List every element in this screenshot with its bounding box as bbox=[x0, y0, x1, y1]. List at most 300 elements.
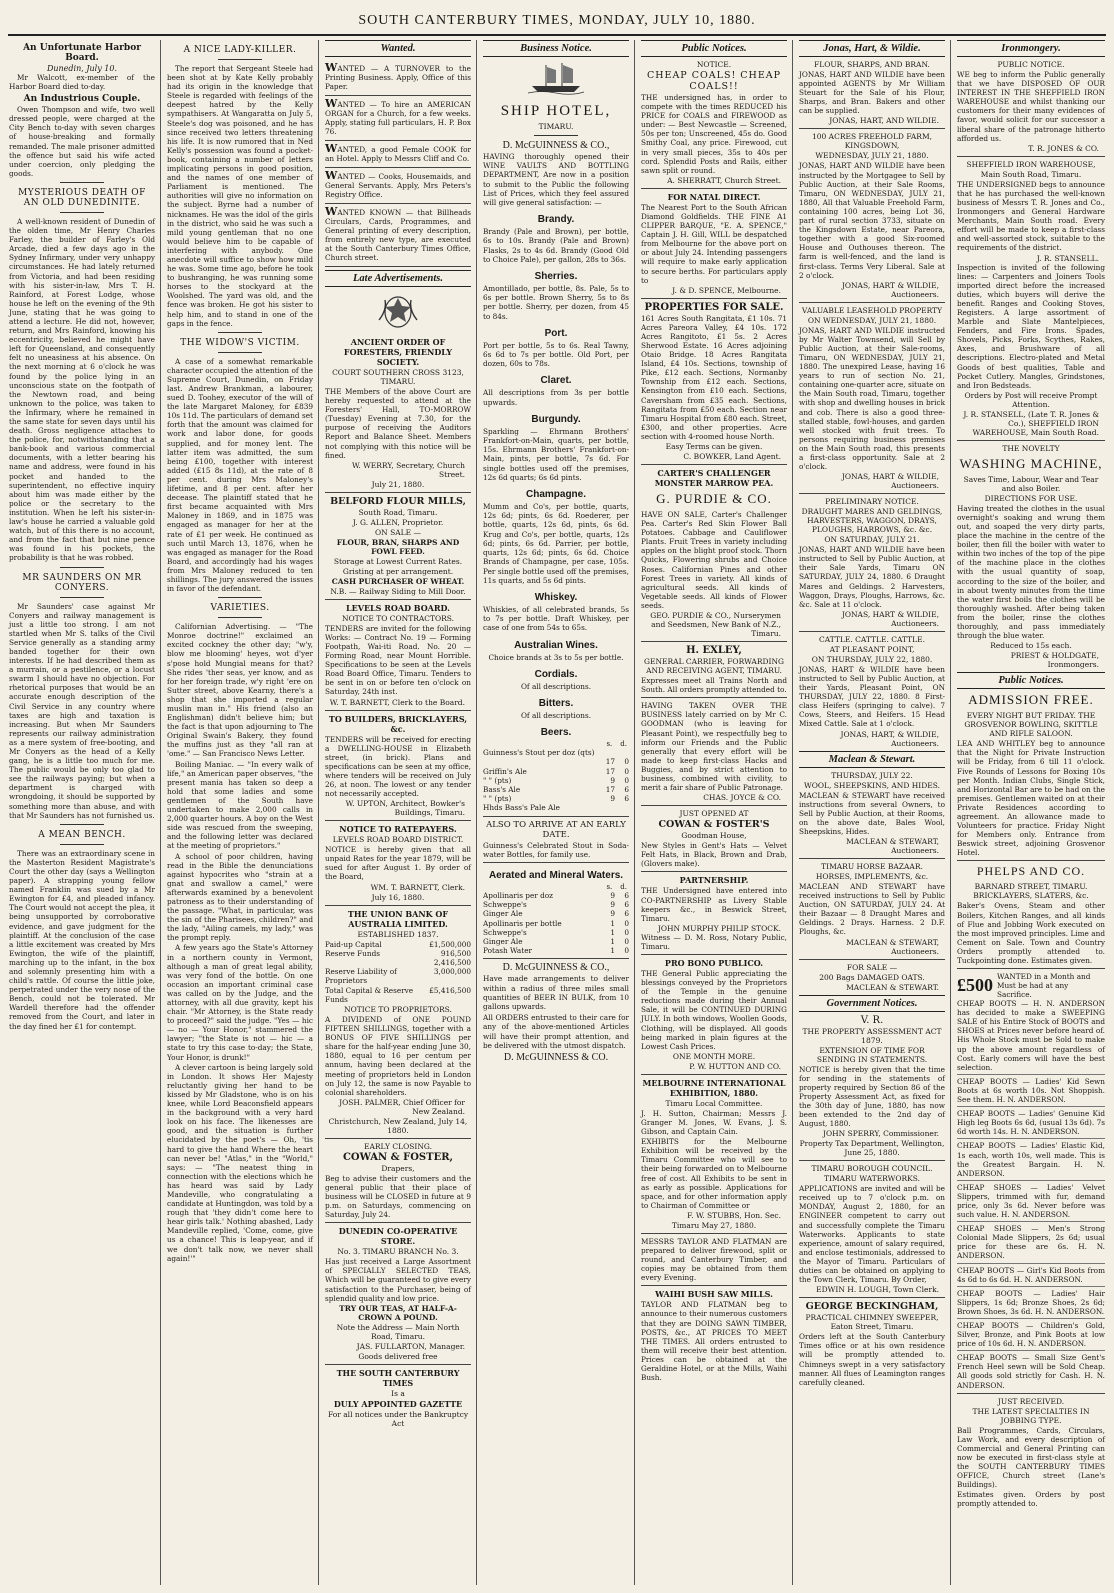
ad-text: WANTED KNOWN — that Billheads Circulars, Cards, Programmes, and General printing of every description, from entirely new type, are executed at the South Canterbury Times Office, Church street. bbox=[325, 205, 471, 262]
separator bbox=[957, 1393, 1105, 1394]
price-list: Sparkling — Ehrmann Brothers' Frankfort-on-Main, quarts, per bottle, 15s. Ehrmann Brothers' Frankfort-on-Main, pints, per bottle, 7s 6d. For single bottles used off the premises, 12s 6d quarts; 6s 6d pints. bbox=[483, 426, 629, 482]
separator bbox=[483, 816, 629, 817]
price-pence: 0 bbox=[624, 936, 629, 946]
ad-text: WANTED — To hire an AMERICAN ORGAN for a Church, for a few weeks. Apply, stating full particulars, H. P. Box 76. bbox=[325, 97, 471, 136]
bank-row-value: 2,416,500 bbox=[433, 957, 471, 967]
separator bbox=[325, 1222, 471, 1223]
ad-text: THE General Public appreciating the blessings conveyed by the Proprietors of the Temple in the genuine reductions made during their Annual Sale, it will be CONTINUED DURING JULY. In both windows, Woollen Goods, Clothing, will be displayed. All goods being marked in plain figures at the Lowest Cash Prices. bbox=[641, 969, 787, 1051]
separator bbox=[60, 597, 104, 598]
price-section-title: Cordials. bbox=[534, 668, 578, 680]
price-row bbox=[483, 757, 629, 766]
price-list: Choice brands at 3s to 5s per bottle. bbox=[488, 652, 624, 662]
ad-signature: P. W. HUTTON AND CO. bbox=[689, 1061, 781, 1071]
ad-title: WAIHI BUSH SAW MILLS. bbox=[655, 1289, 773, 1300]
ad-text: Is a bbox=[391, 1388, 405, 1398]
ad-signature: PRIEST & HOLDGATE, Ironmongers. bbox=[1010, 651, 1099, 670]
firm-name: D. McGUINNESS & CO., bbox=[502, 962, 610, 974]
ad-firm: COWAN & FOSTER, bbox=[342, 1151, 454, 1163]
ad-date: THURSDAY, JULY 22. bbox=[831, 770, 913, 780]
ad-firm: H. EXLEY, bbox=[686, 645, 742, 657]
separator bbox=[218, 617, 262, 618]
bank-row-label bbox=[325, 958, 434, 967]
ad-text: WANTED, a good Female COOK for an Hotel. Apply to Messrs Cliff and Co. bbox=[325, 142, 471, 163]
ad-text: THE UNDERSIGNED begs to announce that he has purchased the well-known business of Messrs T. R. Jones and Co., Ironmongers and General Hardware Merchants, Main South road. Every effort will be made to keep a first-class and well-assorted stock, suitable to the requirements of the district. bbox=[957, 179, 1105, 253]
ad-signature: MACLEAN & STEWART, Auctioneers. bbox=[846, 937, 939, 956]
column-wanted bbox=[320, 40, 476, 1585]
price-list: Port per bottle, 5s to 6s. Real Tawny, 6s 6d to 7s per bottle. Old Port, per dozen, 60s to 78s. bbox=[483, 340, 629, 369]
ad-text: EXHIBITS for the Melbourne Exhibition will be received by the Timaru Committee who will see to their being forwarded on to Melbourne free of cost. All Exhibits to be sent in as early as possible. Applications for space, and for other information apply to Chairman of Committee or bbox=[641, 1137, 787, 1210]
price-shillings bbox=[601, 748, 615, 757]
ad-date: July 21, 1880. bbox=[371, 479, 425, 489]
column-auctions bbox=[794, 40, 950, 1585]
ad-title: PUBLIC NOTICE. bbox=[997, 60, 1065, 69]
price-row bbox=[483, 891, 629, 900]
price-pence: 0 bbox=[624, 946, 629, 956]
ad-title: FOR NATAL DIRECT. bbox=[667, 191, 761, 202]
boots-ad: CHEAP BOOTS — Ladies' Kid Sewn Boots at 6s worth 10s. Not Shoppish. See them. H. N. ANDERSON. bbox=[957, 1074, 1105, 1104]
bank-row-value: £5,416,500 bbox=[429, 985, 471, 995]
ad-subtitle: AT PLEASANT POINT, bbox=[829, 644, 915, 654]
article-body: A school of poor children, having read in the Bible the denunciations against hypocrites who "strain at a gnat and swallow a camel," were afterwards examined by a benevolent patroness as to their understanding of the passage. "What, in particular, was the sin of the Pharisees, children?" and the lady, "Ailing camels, my lady," was the prompt reply. bbox=[167, 851, 313, 943]
ad-text: N.B. — Railway Siding to Mill Door. bbox=[330, 586, 466, 596]
ad-text: TAYLOR AND FLATMAN beg to announce to their numerous customers that they are DOING SAWN TIMBER, POSTS, &c., AT PRICES TO MEET THE TIMES. All orders entrusted to them will receive their best attention. Prices can be obtained at the Geraldine Hotel, or at the Mills, Waihi Bush. bbox=[641, 1300, 787, 1383]
firm-name: D. McGUINNESS & CO. bbox=[503, 1052, 609, 1063]
ad-text: 200 Bags DAMAGED OATS. bbox=[819, 972, 925, 982]
newspaper-title: SOUTH CANTERBURY TIMES, MONDAY, JULY 10, 1880. bbox=[358, 13, 756, 28]
price-shillings: 1 bbox=[610, 918, 615, 928]
ad-text: 161 Acres South Rangitata, £1 10s. 71 Acres Pareora Valley, £4 10s. 172 Acres Rangitoto, £1 5s. 2 Acres Sherwood Estate. 16 Acres adjoining Otaio Bridge. 18 Acres Rangitata Island, £4 10s. Sections, township of Pike, £12 each. Sections, Normanby Township from £12 each. Sections, Kensington from £10 each. Sections, Caversham from £35 each. Sections, Rangitata from £50 each. Section near Timaru Hospital from £80 each. Street, £300, and other properties. Acre section with 4-roomed house North. bbox=[641, 313, 787, 441]
price-item-name: Potash Water bbox=[483, 946, 533, 956]
ad-title: LEVELS ROAD BOARD. bbox=[346, 602, 450, 613]
separator bbox=[799, 302, 945, 303]
ad-signature: T. R. JONES & CO. bbox=[1028, 143, 1099, 153]
separator bbox=[60, 844, 104, 845]
article-body: Mr Saunders' case against Mr Conyers and railway management is just a little too strong. I am not startled when Mr S. talks of the Civil Service generally as a standing army banded together for their own interests. If he had described them as a murrain, or a pestilence, or a locust swarm I should have no objection. For rhetorical purposes that would be an accurate enough description of the Civil Service in any country where taxes are high and taxation is increasing. But when Mr Saunders represents our railway administration as a mere system of free-booting, and Mr Conyers as the head of a Kelly gang, he is a little too much for me. The public would be only too glad to see the railways paying; but when a department is charged with wrongdoing, it should be supported by something more than abuse, and with that Mr Saunders has not furnished us. bbox=[9, 601, 155, 820]
price-shillings: 1 bbox=[610, 927, 615, 937]
price-item-name: Hhds Bass's Pale Ale bbox=[483, 803, 560, 813]
ad-text: WANTED — A TURNOVER to the Printing Business. Apply, Office of this Paper. bbox=[325, 61, 471, 91]
section-header: Wanted. bbox=[325, 40, 471, 57]
price-list: Mumm and Co's, per bottle, quarts, 12s 6d; pints, 6s 6d. Roederer, per bottle, quarts, 12s 6d, pints, 6s 6d. Krug and Co's, per bottle, quarts, 12s 6d; pints, 6s 6d. Parrier, per bottle, quarts, 12s 6d; pints, 6s 6d. Choice Brands of Champagne, per case, 105s. Per single bottle used off the premises, 11s quarts, and 5s 6d pints. bbox=[483, 502, 629, 585]
price-item-name: Schweppe's bbox=[483, 900, 527, 910]
ad-text: HAVING thoroughly opened their WINE VAULTS AND BOTTLING DEPARTMENT, Are now in a position to submit to the Public the following List of Prices, which they feel assured will give general satisfaction: — bbox=[483, 152, 629, 208]
price-shillings: 17 bbox=[605, 784, 615, 794]
classified-ad bbox=[325, 96, 471, 141]
separator bbox=[641, 1074, 787, 1075]
ad-title: BELFORD FLOUR MILLS, bbox=[330, 495, 466, 507]
ad-subtitle: LEVELS ROAD BOARD DISTRICT. bbox=[332, 835, 464, 845]
ad-text: APPLICATIONS are invited and will be received up to 7 o'clock p.m. on MONDAY, August 2, 1880, for an ENGINEER competent to carry out and successfully complete the Timaru Waterworks. Applicants to state experience, amount of salary required, and enclose testimonials, addressed to the Mayor of Timaru. Particulars of duties can be obtained on applying to the Town Clerk, Timaru. By Order, bbox=[799, 1184, 945, 1285]
price-list: Amontillado, per bottle, 8s. Pale, 5s to 6s per bottle. Brown Sherry, 5s to 8s per bottle. Sherry, per dozen, from 45 to 84s. bbox=[483, 284, 629, 321]
ad-title: 100 ACRES FREEHOLD FARM, KINGSDOWN, bbox=[811, 132, 933, 151]
wanted-banner bbox=[957, 972, 1105, 999]
price-section-title: Whiskey. bbox=[534, 591, 578, 603]
ad-date: Property Tax Department, Wellington, June 25, 1880. bbox=[799, 1139, 945, 1158]
price-section-title: Port. bbox=[544, 327, 568, 339]
separator bbox=[641, 954, 787, 955]
ad-text: LEA AND WHITLEY beg to announce that the Night for Private Instruction will be Friday, from 6 till 11 o'clock. Five Rounds of Lessons for Boxing 10s per Month. Indian Clubs, Single Stick, and Horizontal Bar are to be had on the premises. Gentlemen waited on at their Private Residences according to agreement. An allowance made to Volunteers for practice. Friday Night for Members only. Entrance from Beswick street, adjoining Grosvenor Hotel. bbox=[957, 739, 1105, 858]
price-shillings: 9 bbox=[610, 890, 615, 900]
ad-signature: J. & D. SPENCE, Melbourne. bbox=[672, 285, 781, 295]
ad-text: JONAS, HART AND WILDIE have been appointed AGENTS by Mr William Steuart for the Sale of his Flour, Sharps, and Bran. Bakers and other can be supplied. bbox=[799, 70, 945, 116]
price-item-name: " " (pts) bbox=[483, 775, 512, 785]
ad-title: PROPERTIES FOR SALE. bbox=[644, 301, 784, 313]
price-list: Of all descriptions. bbox=[520, 681, 592, 691]
classified-ad bbox=[325, 141, 471, 168]
column-rule bbox=[950, 40, 951, 1585]
ad-text: JONAS, HART & WILDIE have been instructed to Sell by Public Auction, at their Yards, Pleasant Point, ON THURSDAY, JULY 22, 1880. 8 First-class Heifers (springing to calve). 7 Cows, Steers, and Heifers. 15 Head Mixed Cattle. Sale at 1 o'clock. bbox=[799, 664, 945, 729]
ad-title: CARTER'S CHALLENGER MONSTER MARROW PEA. bbox=[654, 468, 774, 488]
ad-text: Have made arrangements to deliver within a radius of three miles small quantities of BEER IN BULK, from 10 gallons upwards. bbox=[483, 974, 629, 1011]
ad-subtitle: Main South Road, Timaru. bbox=[980, 169, 1082, 179]
section-header: Public Notices. bbox=[641, 40, 787, 57]
ad-text: MACLEAN AND STEWART have received instructions to Sell by Public Auction, ON SATURDAY, JULY 24. At their Bazaar — 8 Draught Mares and Geldings. 2 Drays. Harness. 2 D.F. Ploughs, &c. bbox=[799, 881, 945, 937]
foresters-emblem bbox=[325, 290, 471, 334]
ad-signature: JOHN MURPHY PHILIP STOCK. bbox=[657, 923, 781, 933]
separator bbox=[641, 697, 787, 698]
separator bbox=[641, 464, 787, 465]
ad-subtitle: BARNARD STREET, TIMARU. BRICKLAYERS, SLATERS, &c. bbox=[973, 882, 1089, 901]
ad-text: Witness — D. M. Ross, Notary Public, Timaru. bbox=[641, 932, 787, 951]
price-row bbox=[483, 767, 629, 776]
ad-text: The Nearest Port to the South African Diamond Goldfields. THE FINE A1 CLIPPER BARQUE, "E. A. SPENCE," Captain J. H. Gill, WILL be despatched from Melbourne for the above port on or about July 24. Intending passengers will require to make early application to secure berths. For particulars apply to bbox=[641, 202, 787, 285]
price-row bbox=[483, 909, 629, 918]
separator bbox=[218, 332, 262, 333]
price-row bbox=[483, 928, 629, 937]
bank-row-label: Paid-up Capital bbox=[325, 939, 382, 949]
separator bbox=[957, 156, 1105, 157]
separator bbox=[641, 1233, 787, 1234]
ad-subtitle: Goodman House, bbox=[681, 831, 747, 841]
price-column-header: d. bbox=[620, 882, 627, 891]
price-item-name: Apollinaris per doz bbox=[483, 890, 553, 900]
ad-firm: PHELPS AND CO. bbox=[976, 864, 1086, 879]
separator bbox=[799, 959, 945, 960]
separator bbox=[641, 1285, 787, 1286]
price-pence: 0 bbox=[624, 757, 629, 767]
price-pence: 6 bbox=[624, 909, 629, 919]
boots-ads bbox=[957, 1074, 1105, 1390]
boots-ad: CHEAP SHOES — Ladies' Velvet Slippers, trimmed with fur, demand price, only 3s 6d. Never before was such value. H. N. ANDERSON. bbox=[957, 1180, 1105, 1219]
article-body: A clever cartoon is being largely sold in London. It shows Her Majesty reluctantly giving her hand to be kissed by Mr Gladstone, who is on his knee, while Lord Beaconsfield appears in the background with a very hard look on his face. The likenesses are good, and the situation is further elucidated by the poet's — Oh, 'tis hard to give the hand Where the heart can never be! "Atlas," in the "World," says: — "The neatest thing in connection with the elections which he has heard was said by Lady Mandeville, who congratulating a candidate at Huntingdon, was told by a rough that 'they didn't come here to hear girls talk.' Nothing abashed, Lady Mandeville replied, 'Come, come, give us a chance! This is leap-year, and if we don't talk now, we never shall again!'" bbox=[167, 1062, 313, 1263]
ad-text: JONAS, HART AND WILDIE have been instructed by the Mortgagee to Sell by Public Auction, at their Sale Rooms, Timaru, ON WEDNESDAY, JULY 21, 1880, All that Valuable Freehold Farm, containing 100 acres, being Lot 36, part of rural section 3733, situate on the Kingsdown Estate, near Pareora, together with a good Six-roomed House and Outhouses thereon. The farm is well-fenced, and the land is first-class. Terms Very Liberal. Sale at 2 o'clock. bbox=[799, 161, 945, 280]
price-section-title: Bitters. bbox=[538, 697, 574, 709]
ad-text: Inspection is invited of the following lines: — Carpenters and Joiners Tools imported direct before the increased duties, which buyers will derive the benefit. Ranges and Cooking Stoves, Registers. A large assortment of Marble and Slate Mantelpieces, Fenders, and Fire Irons. Spades, Shovels, Picks, Forks, Scythes, Rakes, Axes, and Brushware of all descriptions. Electro-plated and Metal Goods of best qualities, Table and Pocket Cutlery. Mangles, Grindstones, and Iron Bedsteads. bbox=[957, 262, 1105, 390]
price-pence: 6 bbox=[624, 900, 629, 910]
price-row bbox=[483, 919, 629, 928]
ad-text: JONAS, HART AND WILDIE have been instructed to Sell by Public Auction, at their Sale Yards, Timaru ON SATURDAY, JULY 24, 1880. 6 Draught Mares and Geldings. 2 Harvesters, Waggon, Drays, Ploughs, Harrows, &c. &c. Sale at 11 o'clock. bbox=[799, 545, 945, 609]
price-section-title: Beers. bbox=[540, 727, 572, 739]
article-body: The report that Sergeant Steele had been shot at by Kate Kelly probably had its origin in the knowledge that Steele is regarded with feelings of the deepest hatred by the Kelly sympathisers. At Wangaratta on July 5, Steele's dog was poisoned, and he has since received two letters threatening his life. It is now rumored that in Ned Kelly's possession was found a pocket-book, containing a number of letters implicating persons in good position, and the names of one member of Parliament is mentioned. The authorities will give no information on the subject. Byrne had a number of nicknames. He was the idol of the girls in the district, who said he was such a mild young gentleman that no one would believe him to be capable of interfering with anybody. One anecdote will suffice to show how mild he was. Some time ago, before he took to bushranging, he was running some horses to the stockyard at the Woolshed. The yard was old, and the fence was broken. He got his sister to help him, and to stand in one of the gaps in the fence. bbox=[167, 64, 313, 328]
ad-text: Gristing at per arrangement. bbox=[342, 566, 454, 576]
separator bbox=[325, 1364, 471, 1365]
ad-subtitle: NOTICE TO PROPRIETORS. bbox=[344, 1004, 452, 1014]
ad-subtitle: NOTICE. bbox=[696, 60, 732, 69]
separator bbox=[60, 182, 104, 183]
price-row bbox=[483, 900, 629, 909]
price-shillings: 9 bbox=[610, 900, 615, 910]
ad-title: THE LATEST SPECIALTIES IN JOBBING TYPE. bbox=[972, 1406, 1090, 1425]
ad-signature: GEO. PURDIE & CO., Nurserymen and Seedsmen, New Bank of N.Z., Timaru. bbox=[650, 611, 781, 639]
price-row bbox=[483, 946, 629, 955]
column-rule bbox=[634, 40, 635, 1585]
price-shillings: 9 bbox=[610, 794, 615, 804]
ad-text: TENDERS will be received for erecting a DWELLING-HOUSE in Elizabeth street, (in brick). Plans and specifications can be seen at my office, where tenders will be received on July 26, at noon. The lowest or any tender not necessarily accepted. bbox=[325, 734, 471, 799]
price-shillings: 1 bbox=[610, 936, 615, 946]
ad-signature: JONAS, HART & WILDIE, Auctioneers. bbox=[841, 280, 939, 299]
separator bbox=[60, 567, 104, 568]
bank-row bbox=[325, 940, 471, 949]
separator bbox=[641, 298, 787, 299]
column-rule bbox=[476, 40, 477, 1585]
price-row bbox=[483, 937, 629, 946]
ad-title: DULY APPOINTED GAZETTE bbox=[333, 1398, 463, 1409]
section-header: Maclean & Stewart. bbox=[799, 751, 945, 768]
price-section-title: Sherries. bbox=[534, 271, 578, 283]
ad-firm: COWAN & FOSTER'S bbox=[658, 819, 770, 831]
article-body: A case of a somewhat remarkable character occupied the attention of the Supreme Court, Dunedin, on Friday last. Andrew Brankman, a labourer, sued D. Toohey, executor of the will of the late Margaret Maloney, for £839 10s 11d. The particulars of demand set forth that the amount was claimed for work and labor done, for goods supplied, and for money lent. The latter item was admitted, the sum being £100, together with interest added (£15 8s 11d), at the rate of 8 per cent. during Mrs Maloney's lifetime, and 8 per cent. after her decease. The plaintiff stated that he first became acquainted with Mrs Maloney in 1869, and in 1875 was engaged as manager for her at the rate of £1 per week. He continued as such until March 13, 1876, when he was engaged as manager for the Road Board, and accordingly had his wages from Mrs Maloney reduced to ten shillings. The jury answered the issues in favor of the defendant. bbox=[167, 356, 313, 594]
ad-subtitle: TIMARU WATERWORKS. bbox=[823, 1174, 921, 1184]
bank-row bbox=[325, 958, 471, 967]
article-body: A well-known resident of Dunedin of the olden time, Mr Henry Charles Farley, the builder of Farley's Old Arcade, died a few days ago in the Sydney Infirmary, under very unhappy circumstances. He had lately returned from Victoria, and had been residing with his sister-in-law, Mrs T. H. Rainford, at Forest Lodge, whose house he left on the evening of the 9th June, stating that he was going to attend a lecture. He did not, however, return, and Mrs Rainford, knowing his eccentricity, believed he might have left for Queensland, and consequently felt no uneasiness at his absence. On the next morning at 6 o'clock he was found by the police lying in an unconscious state on the footpath of the Newtown road, and being unknown to the police, was taken to the Infirmary, where he remained in the same state for seven days until his death. Gross negligence attaches to the police, for, notwithstanding that a bank-book and various commercial documents, with a letter bearing his name and address, were found in his pocket and handed to the superintendent, no effective inquiry about him was made either by the police or the secretary to the institution. When he left his sister-in-law's house he carried a valuable gold watch, but of this there is no account, and from the fact that but nine pence was found in his pockets, the probability is that he was robbed. bbox=[9, 216, 155, 563]
bank-row bbox=[325, 967, 471, 985]
price-pence bbox=[615, 803, 629, 812]
separator bbox=[218, 597, 262, 598]
separator bbox=[218, 59, 262, 60]
separator bbox=[799, 1297, 945, 1298]
ad-text: WANTED in a Month and Must be had at any Sacrifice. bbox=[997, 972, 1091, 1000]
ad-text: New Styles in Gent's Hats — Velvet Felt Hats, in Black, Brown and Drab, (Glovers make). bbox=[641, 841, 787, 869]
price-shillings: 1 bbox=[610, 946, 615, 956]
price-item-name: Apollinaris per bottle bbox=[483, 918, 562, 928]
ad-title: SHEFFIELD IRON WAREHOUSE, bbox=[966, 159, 1096, 169]
ad-subtitle: DIRECTIONS FOR USE. bbox=[984, 493, 1078, 503]
ad-text: J. H. Sutton, Chairman; Messrs J. Granger M. Jones, W. Evans, J. S. Gibson, and Captain Cain. bbox=[641, 1108, 787, 1137]
ad-subtitle: JUST RECEIVED. bbox=[997, 1396, 1065, 1406]
ad-firm: G. PURDIE & CO. bbox=[656, 491, 772, 506]
ad-title: PARTNERSHIP. bbox=[679, 875, 749, 886]
separator bbox=[957, 860, 1105, 861]
ad-subtitle: PRACTICAL CHIMNEY SWEEPER, Eaton Street, Timaru. bbox=[805, 1313, 939, 1332]
separator bbox=[957, 440, 1105, 441]
separator bbox=[641, 871, 787, 872]
ad-proprietor: J. G. ALLEN, Proprietor. bbox=[352, 517, 444, 527]
ad-text: Beg to advise their customers and the general public that their place of business will be CLOSED in future at 9 p.m. on Saturdays, commencing on Saturday, July 24. bbox=[325, 1173, 471, 1220]
bank-row-label: Total Capital & Reserve Funds bbox=[325, 985, 414, 1004]
price-column-headers bbox=[483, 883, 629, 891]
ad-text: Expresses meet all Trains North and South. All orders promptly attended to. bbox=[641, 676, 787, 695]
ad-text: WANTED — Cooks, Housemaids, and General Servants. Apply, Mrs Peters's Registry Office. bbox=[325, 169, 471, 199]
ad-title: WASHING MACHINE, bbox=[959, 455, 1103, 471]
ad-signature: WM. T. BARNETT, Clerk. bbox=[370, 882, 465, 892]
ad-subtitle: PRELIMINARY NOTICE. bbox=[825, 497, 919, 507]
bank-row-value: 916,500 bbox=[440, 948, 471, 958]
ad-date: Timaru May 27, 1880. bbox=[671, 1220, 757, 1230]
ad-signature: J. R. STANSELL. bbox=[1036, 253, 1099, 263]
bank-row bbox=[325, 986, 471, 1004]
price-section-title: Australian Wines. bbox=[514, 639, 598, 651]
price-item-name: Schweppe's bbox=[483, 927, 527, 937]
ad-text: WE beg to inform the Public generally that we have DISPOSED OF OUR INTEREST IN THE SHEFFIELD IRON WAREHOUSE and whilst thanking our customers for their many evidences of favor, would solicit for our successor a liberal share of the patronage hitherto afforded us. bbox=[957, 70, 1105, 143]
ad-subtitle: Saves Time, Labour, Wear and Tear and also Boiler. bbox=[963, 474, 1099, 493]
article-body: Boiling Maniac. — "In every walk of life," an American paper observes, "the present mania has taken so deep a hold that some ladies and some gentlemen of the South have undertaken to make 2,000 calls in 2,000 quarter hours. A boy on the West side was rescued from the sweeping, and the following letter was declared at the meeting of proprietors." bbox=[167, 759, 313, 851]
section-header: Public Notices. bbox=[957, 672, 1105, 689]
price-column-headers bbox=[483, 740, 629, 748]
separator bbox=[799, 858, 945, 859]
ad-subtitle: EVERY NIGHT BUT FRIDAY. THE GROSVENOR BOWLING, SKITTLE AND RIFLE SALOON. bbox=[964, 711, 1098, 739]
price-shillings: 9 bbox=[610, 775, 615, 785]
price-item-name: " " (pts) bbox=[483, 794, 512, 804]
price-pence: 0 bbox=[624, 775, 629, 785]
boots-ad: CHEAP BOOTS — Children's Gold, Silver, Bronze, and Pink Boots at low price of 10s 6d. H. N. ANDERSON. bbox=[957, 1318, 1105, 1348]
price-shillings: 9 bbox=[610, 909, 615, 919]
price-item-name bbox=[483, 757, 601, 766]
ad-text: CASH PURCHASER OF WHEAT. bbox=[331, 576, 465, 586]
ad-title: ANCIENT ORDER OF FORESTERS, FRIENDLY SOCIETY. bbox=[343, 337, 453, 367]
article-title: MR SAUNDERS ON MR CONYERS. bbox=[22, 572, 142, 593]
article-title: VARIETIES. bbox=[210, 603, 270, 614]
article-body: Californian Advertising. — "The Monroe doctrine!" exclaimed an excited cockney the other day; "w'y, blow me blooming' heyes, wot d'yer s'pose hold Mungial means for that? She rides 'ther seas, yer know, and as for her foreign trade, w'y right 'ere on Sutter street, above Kearny, there's a shop that she imported a regular muslin man in." His friend (also an Englishman) didn't believe him; but the fact is that upon adjourning to The Original Swain's Bakery, they found the muffins just as they "all ran at 'ome." — San Francisco News Letter. bbox=[167, 622, 313, 759]
price-section-title: Aerated and Mineral Waters. bbox=[488, 869, 624, 881]
firm-name: D. McGUINNESS & CO., bbox=[502, 140, 610, 151]
separator bbox=[325, 820, 471, 821]
classified-ad bbox=[325, 168, 471, 204]
separator bbox=[483, 958, 629, 959]
separator bbox=[799, 1160, 945, 1161]
bank-row-label: Reserve Liability of Proprietors bbox=[325, 967, 397, 986]
ad-text: HAVE ON SALE, Carter's Challenger Pea. Carter's Red Skin Flower Ball Potatoes. Cabbage and Cauliflower Plants. Fruit Trees in variety including apples on the blight proof stock. Thorn Quicks, Flowering shrubs and Choice Roses. Californian Pines and other Forest Trees in variety. All kinds of agricultural seeds. All kinds of Vegetable seeds. All kinds of Flower seeds. bbox=[641, 510, 787, 610]
ad-title: VALUABLE LEASEHOLD PROPERTY bbox=[801, 305, 943, 315]
ad-subtitle: ESTABLISHED 1837. bbox=[357, 929, 439, 939]
ad-date: ON WEDNESDAY, JULY 21, 1880. bbox=[807, 315, 937, 325]
separator bbox=[325, 599, 471, 600]
price-shillings: 17 bbox=[605, 757, 615, 767]
column-news-2 bbox=[162, 40, 318, 1585]
ad-text: JONAS, HART AND WILDIE instructed by Mr Walter Townsend, will Sell by Public Auction, at their Sale-rooms, Timaru, ON WEDNESDAY, JULY 21, 1880. The unexpired Lease, having 16 years to run of section No. 21, containing one-quarter acre, situate on the Main South road, Timaru, together with shop and dwelling houses in brick and cob. There is also a good three-stalled stable, fowl-houses, and garden well stocked with fruit trees. To persons requiring business premises on the Main South road, this presents a first-class opportunity. Sale at 2 o'clock. bbox=[799, 325, 945, 472]
article-title: MYSTERIOUS DEATH OF AN OLD DUNEDINITE. bbox=[18, 187, 146, 208]
price-column-header: s. bbox=[606, 882, 613, 891]
ad-text: TENDERS are invited for the following Works: — Contract No. 19 — Forming Footpath, Wai-iti Road. No. 20 — Forming Road, near Mount Horrible. Specifications to be seen at the Levels Road Board Office, Timaru. Tenders to be sent in on or before ten o'clock on Saturday, 24th inst. bbox=[325, 623, 471, 697]
price-item-name: Ginger Ale bbox=[483, 909, 523, 919]
ad-text: NOTICE is hereby given that all unpaid Rates for the year 1879, will be sued for after August 1. By order of the Board, bbox=[325, 845, 471, 882]
ad-signature: W. UPTON, Architect, Bowker's Buildings, Timaru. bbox=[345, 799, 465, 818]
ad-date: July 16, 1880. bbox=[371, 892, 425, 902]
price-section-title: Burgundy. bbox=[531, 413, 581, 425]
ad-subtitle: No. 3. TIMARU BRANCH No. 3. bbox=[337, 1247, 459, 1257]
ad-text: CHEAP BOOTS — H. N. ANDERSON has decided to make a SWEEPING SALE of his Entire Stock of BOOTS and SHOES at Prices never before heard of. His Whole Stock must be Sold to make up the above amount regardless of Cost. Early comers will have the best selection. bbox=[957, 999, 1105, 1072]
price-pence: 0 bbox=[624, 766, 629, 776]
boots-ad: CHEAP BOOTS — Girl's Kid Boots from 4s 6d to 6s 6d. H. N. ANDERSON. bbox=[957, 1263, 1105, 1284]
ad-signature: CHAS. JOYCE & CO. bbox=[703, 793, 781, 803]
ad-text: Orders left at the South Canterbury Times office or at his own residence will be promptly attended to. Chimneys swept in a very satisfactory manner. All flues of Leamington ranges carefully cleaned. bbox=[799, 1332, 945, 1387]
article-body: A few years ago the State's Attorney in a northern county in Vermont, although a man of great legal ability, was very fond of the bottle. On one occasion an important criminal case was called on by the Judge, and the attorney, with all due gravity, kept his chair. "Mr Attorney, is the State ready to proceed?" said the judge. "Yes — hic — no — Your Honor," stammered the lawyer; "the State is not — hic — a state to try this case to-day; the State, Your Honor, is drunk!" bbox=[167, 943, 313, 1062]
ad-text: HAVING TAKEN OVER THE BUSINESS lately carried on by Mr C. GOODMAN (who is leaving for Pleasant Point), we respectfully beg to inform our Friends and the Public generally that every effort will be made to keep first-class Hacks and Buggies, and by strict attention to business, combined with civility, to merit a fair share of Public Patronage. bbox=[641, 701, 787, 793]
ad-text: Orders by Post will receive Prompt Attention. bbox=[964, 390, 1098, 409]
ad-title: DUNEDIN CO-OPERATIVE STORE. bbox=[338, 1226, 458, 1247]
ad-title: ALSO TO ARRIVE AT AN EARLY DATE. bbox=[486, 819, 626, 840]
ad-signature: EDWIN H. LOUGH, Town Clerk. bbox=[816, 1285, 939, 1295]
ad-title: CATTLE. CATTLE. CATTLE. bbox=[819, 634, 925, 644]
crest-icon bbox=[375, 290, 421, 330]
royal-cipher: V. R. bbox=[860, 1014, 884, 1026]
price-column-header: d. bbox=[620, 740, 627, 749]
ad-title: THE UNION BANK OF AUSTRALIA LIMITED. bbox=[347, 908, 449, 929]
price-row bbox=[483, 748, 629, 757]
price-column-header: s. bbox=[606, 740, 613, 749]
price-row bbox=[483, 785, 629, 794]
ad-subtitle: COURT SOUTHERN CROSS 3123, TIMARU. bbox=[332, 368, 464, 386]
ad-text: Guinness's Celebrated Stout in Soda-water Bottles, for family use. bbox=[483, 840, 629, 859]
separator bbox=[60, 212, 104, 213]
ad-date: Christchurch, New Zealand, July 14, 1880. bbox=[328, 1116, 468, 1135]
article-title: A NICE LADY-KILLER. bbox=[183, 45, 297, 55]
price-pence: 0 bbox=[624, 918, 629, 928]
ad-signature: JOHN SPERRY, Commissioner. bbox=[822, 1129, 939, 1139]
ad-text: Goods delivered free bbox=[358, 1351, 438, 1361]
ad-text: A DIVIDEND of ONE POUND FIFTEEN SHILLINGS, together with a BONUS OF FIVE SHILLINGS per share for the half-year ending June 30, 1880, equal to 16 per centum per annum, having been declared at the meeting of proprietors held in London on July 12, the same is now Payable to colonial shareholders. bbox=[325, 1014, 471, 1097]
price-list: All descriptions from 3s per bottle upwards. bbox=[483, 388, 629, 407]
price-row bbox=[483, 776, 629, 785]
separator bbox=[641, 188, 787, 189]
classified-ad bbox=[325, 204, 471, 267]
ad-text: ONE MONTH MORE. bbox=[672, 1051, 756, 1061]
bank-row-label: Reserve Funds bbox=[325, 948, 381, 958]
boots-ad: CHEAP BOOTS — Ladies' Elastic Kid, 1s each, worth 10s, well made. This is the Greatest Bargain. H. N. ANDERSON. bbox=[957, 1138, 1105, 1177]
price-pence: 6 bbox=[624, 890, 629, 900]
price-list: Of all descriptions. bbox=[520, 710, 592, 720]
ad-signature: MACLEAN & STEWART, Auctioneers. bbox=[846, 836, 939, 855]
price-item-name: Ginger Ale bbox=[483, 936, 523, 946]
ad-title: TO BUILDERS, BRICKLAYERS, &c. bbox=[328, 713, 468, 734]
price-item-name: Griffin's Ale bbox=[483, 766, 527, 776]
ad-signature: JONAS, HART & WILDIE, Auctioneers. bbox=[841, 472, 939, 491]
column-rule bbox=[160, 40, 161, 1585]
bank-row-value: 3,000,000 bbox=[433, 967, 471, 977]
separator bbox=[534, 135, 578, 136]
aerated-price-table bbox=[483, 883, 629, 955]
boots-ad: CHEAP BOOTS — Ladies' Hair Slippers, 1s 6d; Bronze Shoes, 2s 6d; Brown Shoes, 3s 6d. H. N. ANDERSON. bbox=[957, 1286, 1105, 1316]
ad-title: WOOL, SHEEPSKINS, AND HIDES. bbox=[804, 780, 940, 790]
ad-text: Reduced to 15s each. bbox=[990, 641, 1072, 651]
ad-text: MACLEAN & STEWART have received instructions from several Owners, to Sell by Public Auction, at their Rooms, on the above date, Bales Wool, Sheepskins, Hides. bbox=[799, 790, 945, 836]
wanted-amount: £500 bbox=[957, 975, 993, 996]
price-list: Whiskies, of all celebrated brands, 5s to 7s per bottle. Draft Whiskey, per case of one from 54s to 65s. bbox=[483, 604, 629, 633]
bank-capital-table bbox=[325, 940, 471, 1004]
masthead-rule bbox=[8, 34, 1106, 36]
separator bbox=[957, 968, 1105, 969]
separator bbox=[325, 710, 471, 711]
ad-title: THE PROPERTY ASSESSMENT ACT 1879. bbox=[802, 1026, 942, 1045]
masthead bbox=[0, 0, 1114, 38]
column-news-1 bbox=[4, 40, 160, 1585]
ad-text: For all notices under the Bankruptcy Act bbox=[327, 1409, 469, 1428]
price-shillings: 17 bbox=[605, 766, 615, 776]
ad-signature: JAS. FULLARTON, Manager. bbox=[356, 1341, 465, 1351]
ad-signature: MACLEAN & STEWART. bbox=[846, 982, 939, 992]
ad-text: Note the Address — Main North Road, Timaru. bbox=[336, 1322, 460, 1341]
ad-subtitle: NOTICE TO CONTRACTORS. bbox=[341, 613, 455, 623]
column-business bbox=[478, 40, 634, 1585]
separator bbox=[325, 492, 471, 493]
ad-text: Has just received a Large Assortment of SPECIALLY SELECTED TEAS, Which will be guaranteed to give every satisfaction to the Purchaser, being of splendid quality and low price. bbox=[325, 1257, 471, 1303]
article-body: Mr Walcott, ex-member of the Harbor Board died to-day. bbox=[9, 73, 155, 92]
price-list: Brandy (Pale and Brown), per bottle, 6s to 10s. Brandy (Pale and Brown) Flasks, 2s to 4s 6d. Brandy (Good Old to Choice Pale), per gallon, 28s to 36s. bbox=[483, 227, 629, 264]
price-section-title: Champagne. bbox=[525, 489, 586, 501]
ad-text: Estimates given. Orders by post promptly attended to. bbox=[957, 1490, 1105, 1509]
ad-signature: W. T. BARNETT, Clerk to the Board. bbox=[329, 697, 465, 707]
ad-subtitle: South Road, Timaru. bbox=[358, 507, 438, 517]
bank-row bbox=[325, 949, 471, 958]
